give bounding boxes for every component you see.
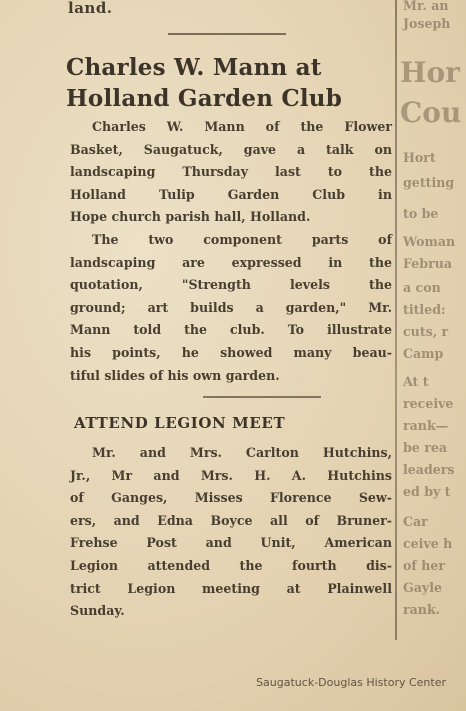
body-line: Hope church parish hall, Holland. [70,209,311,225]
body-line: quotation, "Strength levels the [70,277,392,293]
body-line: Mann told the club. To illustrate [70,322,392,338]
body-line: his points, he showed many beau- [70,344,392,360]
legion-body [70,442,392,623]
fragment-text: Gayle [403,580,443,595]
fragment-text: of her [403,558,446,573]
body-line: tiful slides of his own garden. [70,367,280,383]
fragment-text: rank— [403,418,449,433]
fragment-text: receive [403,396,454,411]
fragment-headline: Hor [400,56,460,89]
fragment-text: ceive h [403,536,453,551]
fragment-text: rank. [403,602,441,617]
separator-rule [168,33,286,35]
fragment-text: Februa [403,256,453,271]
headline-line: Holland Garden Club [66,85,343,112]
previous-article-fragment: land. [68,0,113,17]
body-line: landscaping Thursday last to the [70,164,392,180]
fragment-text: ed by t [403,484,451,499]
adjacent-column [400,0,466,640]
legion-subhead: ATTEND LEGION MEET [74,414,286,432]
body-line: The two component parts of [92,231,392,247]
fragment-text: Camp [403,346,444,361]
separator-rule [203,396,321,398]
body-line: ground; art builds a garden," Mr. [70,299,392,315]
fragment-text: a con [403,280,441,295]
headline-line: Charles W. Mann at [66,54,322,81]
article-body [70,116,392,387]
fragment-text: leaders [403,462,455,477]
fragment-text: Hort [403,150,436,165]
archive-watermark: Saugatuck-Douglas History Center [256,676,446,689]
body-line: Mr. and Mrs. Carlton Hutchins, [92,445,392,460]
fragment-headline: Cou [400,96,462,129]
body-line: trict Legion meeting at Plainwell [70,580,392,596]
body-line: Basket, Saugatuck, gave a talk on [70,141,392,157]
column-divider [395,0,397,640]
fragment-text: be rea [403,440,448,455]
fragment-text: Mr. an [403,0,449,13]
body-line: Jr., Mr and Mrs. H. A. Hutchins [70,467,392,483]
main-column [58,0,394,640]
article-headline [66,52,386,114]
fragment-text: Joseph [403,16,451,31]
body-line: of Ganges, Misses Florence Sew- [70,490,392,506]
fragment-text: Woman [403,234,456,249]
fragment-text: getting [403,175,455,190]
body-line: landscaping are expressed in the [70,254,392,270]
body-line: Charles W. Mann of the Flower [92,119,392,134]
body-line: ers, and Edna Boyce all of Bruner- [70,512,392,528]
body-line: Holland Tulip Garden Club in [70,186,392,202]
body-line: Sunday. [70,603,125,619]
fragment-text: cuts, r [403,324,449,339]
fragment-text: Car [403,514,428,529]
body-line: Frehse Post and Unit, American [70,535,392,551]
body-line: Legion attended the fourth dis- [70,557,392,573]
fragment-text: At t [403,374,429,389]
fragment-text: titled: [403,302,446,317]
fragment-text: to be [403,206,439,221]
